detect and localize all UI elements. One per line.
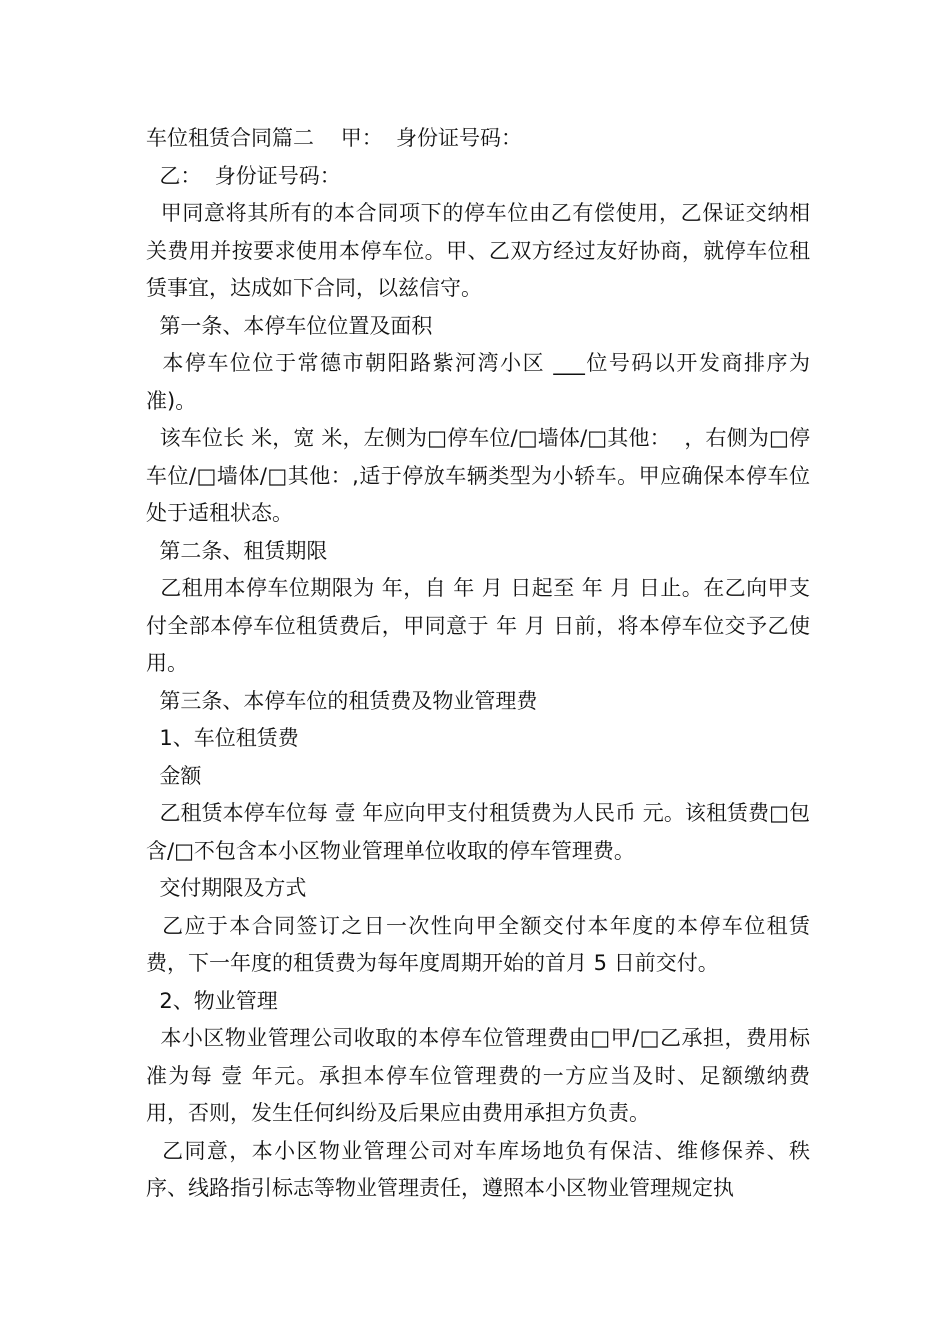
party-b-line: 乙： 身份证号码： — [146, 163, 341, 188]
payment-heading: 交付期限及方式 — [146, 876, 307, 900]
section-2-heading: 2、物业管理 — [146, 988, 278, 1013]
article-1-heading: 第一条、本停车位位置及面积 — [146, 313, 433, 338]
management-fee-paragraph: 本小区物业管理公司收取的本停车位管理费由□甲/□乙承担，费用标准为每 壹 年元。承担本停车位管理费的一方应当及时、足额缴纳费用，否则，发生任何纠纷及后果应由费用承担方负责。 — [146, 1026, 810, 1125]
payment-paragraph: 乙应于本合同签订之日一次性向甲全额交付本年度的本停车位租赁费，下一年度的租赁费为每年度周期开始的首月 5 日前交付。 — [146, 913, 811, 975]
amount-paragraph: 乙租赁本停车位每 壹 年应向甲支付租赁费为人民币 元。该租赁费□包含/□不包含本小区物业管理单位收取的停车管理费。 — [146, 801, 810, 863]
article-2-heading: 第二条、租赁期限 — [146, 538, 328, 563]
article-1-size: 该车位长 米，宽 米，左侧为□停车位/□墙体/□其他： ，右侧为□停车位/□墙体/□其他：,适于停放车辆类型为小轿车。甲应确保本停车位处于适租状态。 — [146, 426, 810, 525]
article-1-location: 本停车位位于常德市朝阳路紫河湾小区 ___位号码以开发商排序为准)。 — [146, 351, 810, 413]
document-title-line: 车位租赁合同篇二 甲： 身份证号码： — [146, 126, 523, 150]
section-1-heading: 1、车位租赁费 — [146, 726, 299, 750]
management-duty-paragraph: 乙同意，本小区物业管理公司对车库场地负有保洁、维修保养、秩序、线路指引标志等物业管理责任，遵照本小区物业管理规定执 — [146, 1138, 811, 1200]
article-3-heading: 第三条、本停车位的租赁费及物业管理费 — [146, 688, 538, 713]
amount-heading: 金额 — [146, 763, 202, 788]
preamble-paragraph: 甲同意将其所有的本合同项下的停车位由乙有偿使用，乙保证交纳相关费用并按要求使用本停车位。甲、乙双方经过友好协商，就停车位租赁事宜，达成如下合同，以兹信守。 — [146, 201, 810, 300]
document-body — [146, 120, 810, 1208]
article-2-term: 乙租用本停车位期限为 年，自 年 月 日起至 年 月 日止。在乙向甲支付全部本停车位租赁费后，甲同意于 年 月 日前，将本停车位交予乙使用。 — [146, 576, 810, 675]
